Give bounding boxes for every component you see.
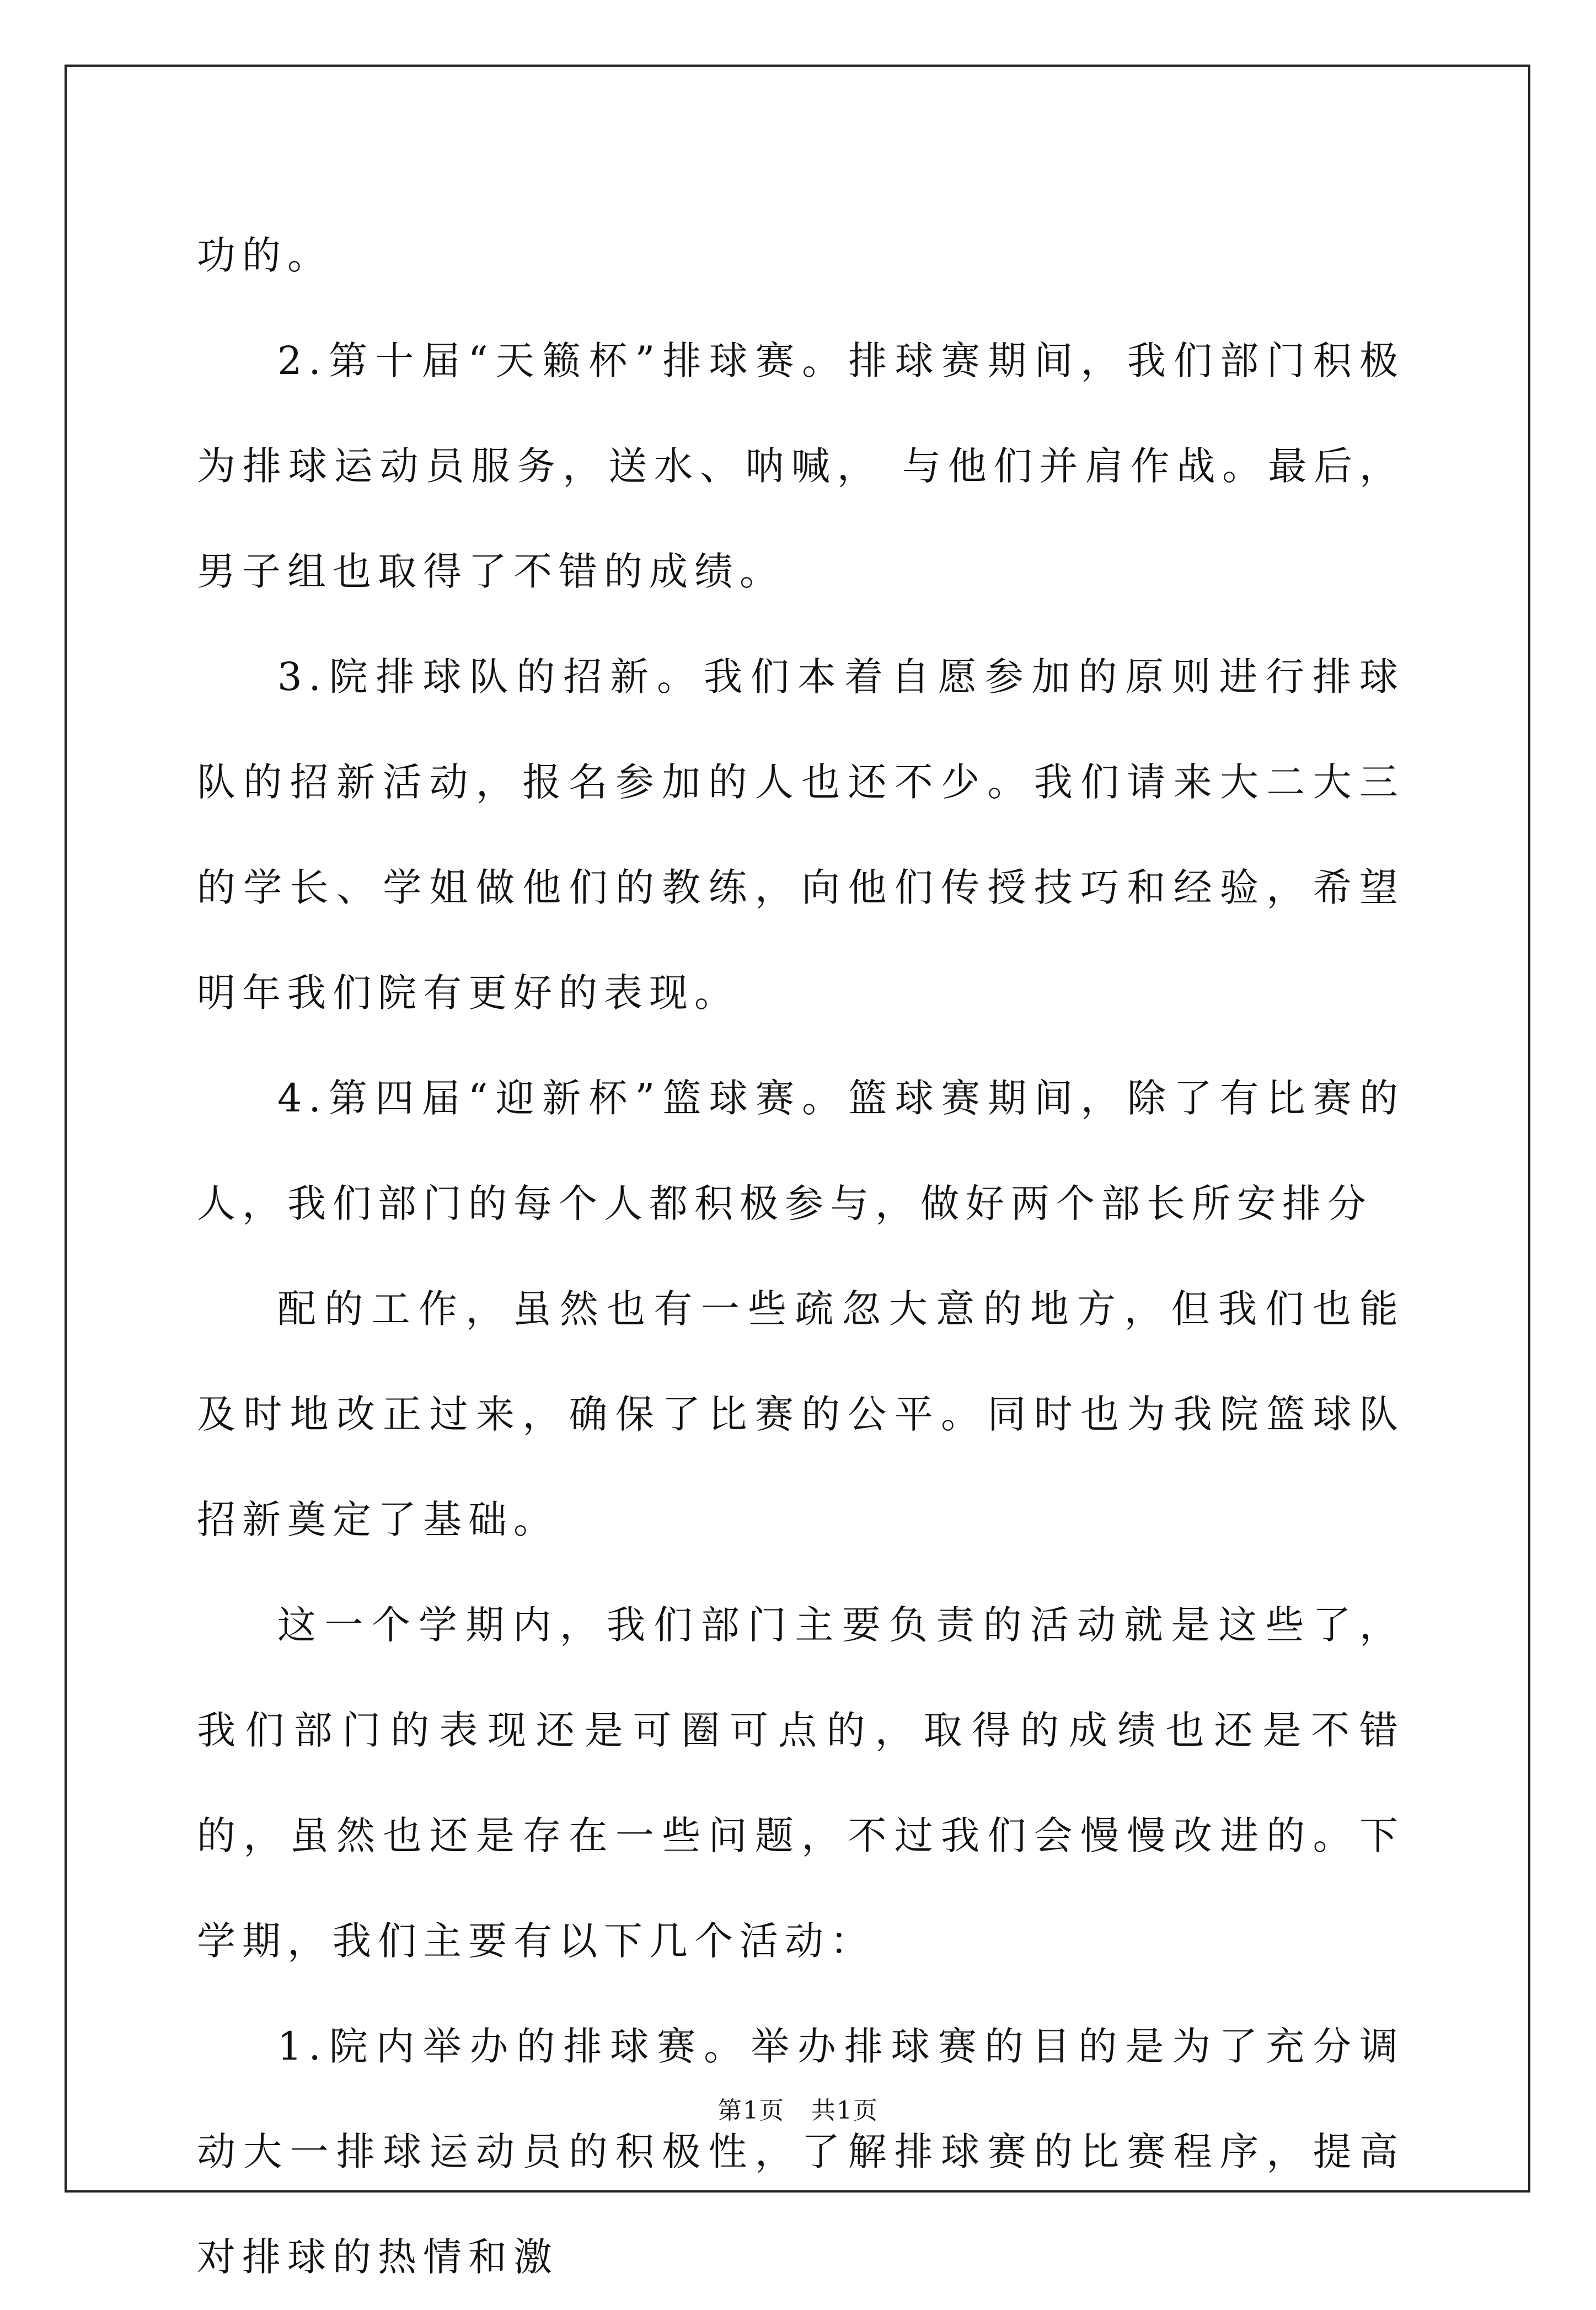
paragraph-4: 4.第四届“迎新杯”篮球赛。篮球赛期间，除了有比赛的人，我们部门的每个人都积极参与，做好两个部长所安排分: [197, 1076, 1405, 1226]
page-footer: [0, 2090, 1596, 2126]
paragraph-6: 这一个学期内，我们部门主要负责的活动就是这些了，我们部门的表现还是可圈可点的，取得的成绩也还是不错的，虽然也还是存在一些问题，不过我们会慢慢改进的。下学期，我们主要有以下几个活动：: [197, 1602, 1405, 1964]
total-pages: 共1页: [811, 2097, 879, 2125]
document-body: [197, 203, 1405, 2310]
page-number: 第1页: [717, 2097, 785, 2125]
paragraph-7: 1.院内举办的排球赛。举办排球赛的目的是为了充分调动大一排球运动员的积极性，了解排球赛的比赛程序，提高对排球的热情和激: [197, 2024, 1405, 2280]
paragraph-2: 2.第十届“天籁杯”排球赛。排球赛期间，我们部门积极为排球运动员服务，送水、呐喊， 与他们并肩作战。最后，男子组也取得了不错的成绩。: [197, 338, 1405, 594]
paragraph-5: 配的工作，虽然也有一些疏忽大意的地方，但我们也能及时地改正过来，确保了比赛的公平。同时也为我院篮球队招新奠定了基础。: [197, 1286, 1405, 1542]
paragraph-1: 功的。: [197, 233, 333, 278]
paragraph-3: 3.院排球队的招新。我们本着自愿参加的原则进行排球队的招新活动，报名参加的人也还不少。我们请来大二大三的学长、学姐做他们的教练，向他们传授技巧和经验，希望明年我们院有更好的表现。: [197, 654, 1405, 1015]
